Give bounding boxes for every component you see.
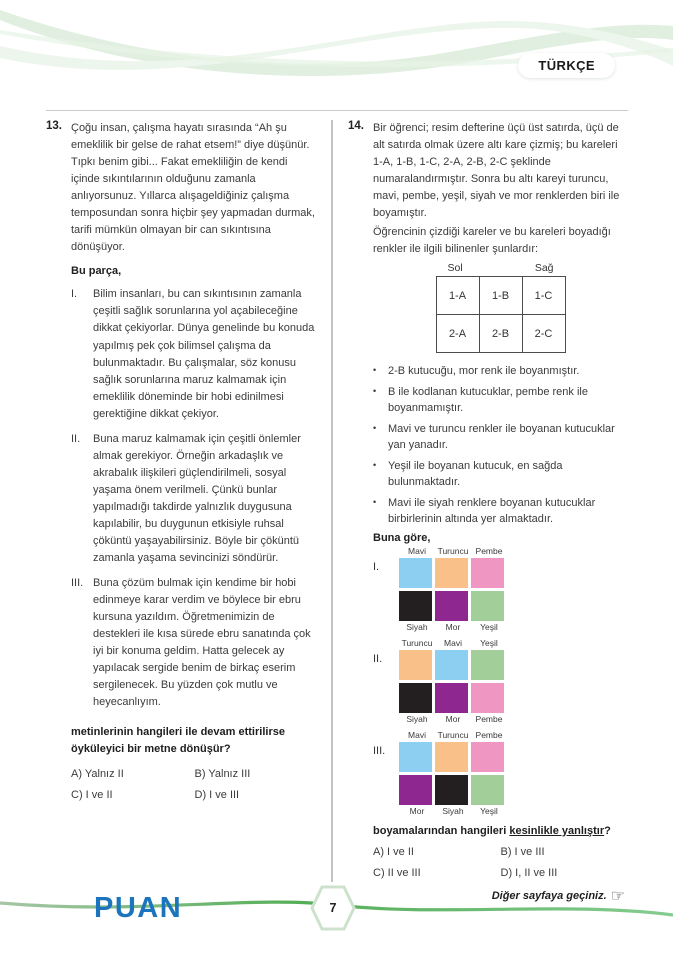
color-square (471, 683, 504, 713)
subject-badge (518, 53, 615, 78)
answer-option-c: C) I ve II (71, 788, 113, 801)
grid-top-row (399, 558, 507, 588)
stem-prefix: boyamalarından hangileri (373, 824, 510, 837)
color-label: Turuncu (401, 637, 433, 648)
grid-top-row (399, 650, 507, 680)
grid-top-labels (399, 730, 507, 741)
clue-item (373, 458, 628, 491)
answer-option-d: D) I ve III (194, 788, 240, 801)
clue-text: Yeşil ile boyanan kutucuk, en sağda bulunmaktadır. (388, 459, 563, 489)
question-number: 14. (348, 120, 364, 132)
pointing-hand-icon: ☞ (610, 888, 625, 905)
color-square (435, 742, 468, 772)
color-grid-2 (373, 638, 628, 725)
content-columns (46, 110, 628, 882)
table-cell: 1-C (522, 277, 565, 315)
grid-body (399, 638, 507, 725)
question-stem: metinlerinin hangileri ile devam ettirilirse öyküleyici bir metne dönüşür? (71, 725, 285, 755)
roman-item-1 (71, 286, 318, 422)
answer-option-b: B) I ve III (500, 845, 545, 858)
color-square (399, 775, 432, 805)
question-stem (373, 823, 628, 840)
color-square (471, 650, 504, 680)
page-number-hex (310, 884, 356, 932)
clue-item (373, 384, 628, 417)
subject-badge-label: TÜRKÇE (538, 58, 595, 73)
color-label: Siyah (406, 621, 428, 632)
grid-bottom-row (399, 591, 507, 621)
table-cell: 1-B (479, 277, 522, 315)
grid-bottom-row (399, 683, 507, 713)
clue-text: Mavi ile siyah renklere boyanan kutucuklar birbirlerinin altında yer almaktadır. (388, 496, 596, 526)
bullet-icon: • (373, 459, 377, 470)
brand-logo: PUAN (94, 892, 183, 924)
next-page-hint (492, 886, 625, 906)
question-13-column (46, 120, 331, 882)
question-13 (46, 120, 318, 801)
color-label: Pembe (475, 729, 503, 740)
underlined-phrase: kesinlikle yanlıştır (509, 824, 605, 837)
answer-option-a: A) I ve II (373, 845, 414, 858)
color-square (435, 591, 468, 621)
color-square (435, 650, 468, 680)
item-number: II. (71, 432, 81, 445)
section-lead: Bu parça, (71, 265, 122, 278)
clue-text: Mavi ve turuncu renkler ile boyanan kutucuklar yan yanadır. (388, 422, 615, 452)
color-label: Mor (409, 805, 425, 816)
page-number: 7 (329, 901, 337, 915)
color-label: Mavi (408, 729, 426, 740)
color-label: Pembe (475, 545, 503, 556)
question-body (373, 120, 628, 879)
section-lead: Buna göre, (373, 531, 431, 544)
grid-bottom-labels (399, 622, 507, 633)
grid-body (399, 546, 507, 633)
color-label: Mavi (444, 637, 462, 648)
color-label: Mavi (408, 545, 426, 556)
squares-table (436, 262, 566, 353)
item-number: III. (71, 577, 84, 590)
color-square (435, 558, 468, 588)
sag-label: Sağ (534, 262, 554, 275)
color-square (471, 775, 504, 805)
roman-item-2 (71, 431, 318, 567)
answer-option-a: A) Yalnız II (71, 767, 124, 780)
bullet-icon: • (373, 496, 377, 507)
next-page-text: Diğer sayfaya geçiniz. (491, 890, 607, 902)
clue-text: 2-B kutucuğu, mor renk ile boyanmıştır. (388, 365, 580, 378)
item-text: Bilim insanları, bu can sıkıntısının zamanla çeşitli sağlık sorunlarına yol açabileceğine dikkat çekiyorlar. Dünya genelinde bu konuda yapılmış pek çok bilimsel çalışma da bulunmaktadır. Bu çalışmalar, söz konusu sağlık sorunlarına maruz kalmamak için emeklilik döneminde bir hobi edinilmesi gerektiğine dikkat çekiyor. (93, 288, 315, 420)
item-number: I. (71, 288, 78, 301)
clue-item (373, 421, 628, 454)
bullet-icon: • (373, 365, 377, 376)
answer-option-b: B) Yalnız III (194, 767, 251, 780)
grid-top-row (399, 742, 507, 772)
content-area (46, 110, 628, 882)
question-body (71, 120, 318, 801)
numbered-squares-table (436, 276, 566, 353)
color-square (471, 558, 504, 588)
item-text: Buna maruz kalmamak için çeşitli önlemler almak gerekiyor. Örneğin arkadaşlık ve akrabalık ilişkileri güçlendirilmeli, sosyal yaşama önem verilmeli. Çünkü bunlar yapılmadığı takdirde yalnızlık duygusuna kapılabilir, bu duygunun etkisiyle ruhsal çöküntü yaşayabilirsiniz. Böyle bir çöküntü zamanla yaşama sevincinizi söndürür. (93, 432, 301, 565)
grid-bottom-labels (399, 714, 507, 725)
color-label: Yeşil (480, 637, 498, 648)
color-square (471, 742, 504, 772)
color-square (399, 591, 432, 621)
grid-number: III. (373, 744, 386, 757)
question-intro-2: Öğrencinin çizdiği kareler ve bu kareleri boyadığı renkler ile ilgili bilinenler şunlardır: (373, 226, 611, 256)
grid-bottom-labels (399, 806, 507, 817)
color-label: Turuncu (437, 729, 469, 740)
clue-list (373, 363, 628, 528)
question-intro: Bir öğrenci; resim defterine üçü üst satırda, üçü de alt satırda olmak üzere altı kare çizmiş; bu kareleri 1-A, 1-B, 1-C, 2-A, 2-B, 2-C şeklinde numaralandırmıştır. Sonra bu altı kareyi turuncu, mavi, pembe, yeşil, siyah ve mor renklerden biri ile boyamıştır. (373, 122, 620, 220)
answer-option-d: D) I, II ve III (500, 866, 558, 879)
clue-text: B ile kodlanan kutucuklar, pembe renk ile boyanmamıştır. (388, 385, 588, 415)
color-label: Siyah (442, 805, 464, 816)
grid-top-labels (399, 546, 507, 557)
grid-number: II. (373, 652, 383, 665)
color-square (399, 683, 432, 713)
item-text: Buna çözüm bulmak için kendime bir hobi edinmeye karar verdim ve böylece bir ebru kursuna yazıldım. Öğretmenimizin de destekleri ile kısa sürede ebru sanatında çok iyi bir konuma geldim. Hatta gelecek ay yapılacak sergide benim de birkaç eserim sergilenecek. Bu yüzden çok mutlu ve heyecanlıyım. (93, 577, 311, 709)
answer-options (71, 768, 318, 801)
question-14-column (333, 120, 628, 882)
table-cell: 2-C (522, 315, 565, 353)
stem-suffix: ? (604, 824, 611, 837)
question-14 (348, 120, 628, 879)
color-label: Pembe (475, 713, 503, 724)
question-intro: Çoğu insan, çalışma hayatı sırasında “Ah şu emeklilik bir gelse de rahat etsem!” diye düşünür. Tıpkı benim gibi... Fakat emekliliğin de kendi içinde sıkıntılarının olduğunu zamanla anlıyorsunuz. Yıllarca alışageldiğiniz çalışma temposundan sonra hiçbir şey yapmadan durmak, tarifi mümkün olmayan bir can sıkıntısına dönüşüyor. (71, 122, 315, 254)
color-grid-3 (373, 730, 628, 817)
grid-number: I. (373, 560, 380, 573)
color-square (399, 742, 432, 772)
table-cell: 2-B (479, 315, 522, 353)
clue-item (373, 495, 628, 528)
roman-item-3 (71, 575, 318, 711)
answer-option-c: C) II ve III (373, 866, 421, 879)
table-side-labels (436, 262, 566, 274)
grid-body (399, 730, 507, 817)
color-label: Mor (445, 713, 461, 724)
color-square (399, 650, 432, 680)
color-square (471, 591, 504, 621)
color-square (435, 775, 468, 805)
color-label: Siyah (406, 713, 428, 724)
color-grid-1 (373, 546, 628, 633)
color-label: Yeşil (480, 621, 498, 632)
sol-label: Sol (447, 262, 463, 275)
question-number: 13. (46, 120, 62, 132)
color-square (399, 558, 432, 588)
answer-options (373, 846, 628, 879)
clue-item (373, 363, 628, 380)
grid-top-labels (399, 638, 507, 649)
bullet-icon: • (373, 422, 377, 433)
color-label: Turuncu (437, 545, 469, 556)
color-label: Yeşil (480, 805, 498, 816)
grid-bottom-row (399, 775, 507, 805)
color-square (435, 683, 468, 713)
table-cell: 1-A (436, 277, 479, 315)
table-cell: 2-A (436, 315, 479, 353)
bullet-icon: • (373, 385, 377, 396)
color-label: Mor (445, 621, 461, 632)
